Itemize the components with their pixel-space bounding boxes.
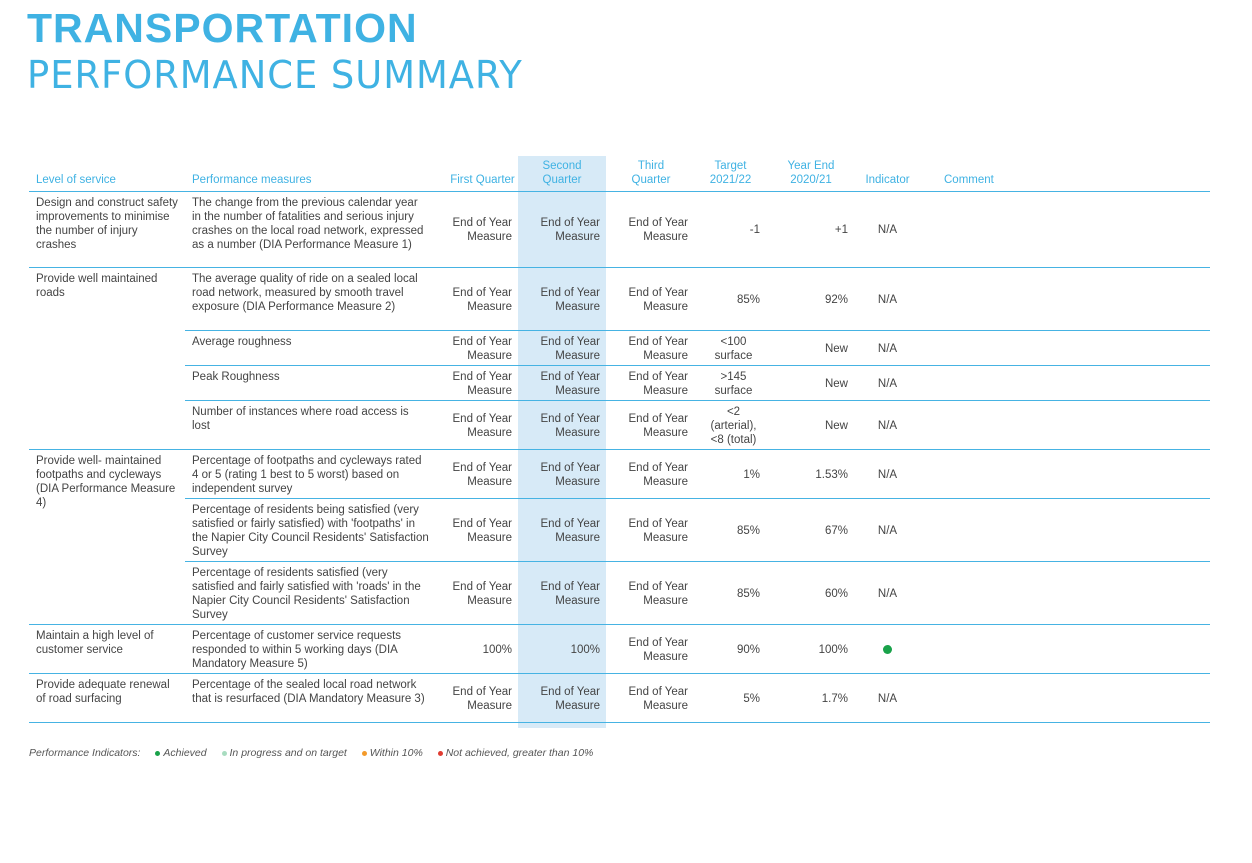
comment-cell [920, 624, 1210, 673]
header-year-end: Year End 2020/21 [767, 156, 855, 191]
header-comment: Comment [920, 156, 1210, 191]
third-quarter-cell: End of Year Measure [606, 498, 694, 561]
target-cell: -1 [694, 191, 767, 267]
table-row [29, 330, 1210, 365]
comment-cell [920, 191, 1210, 267]
indicator-cell: N/A [855, 561, 920, 624]
year-end-cell: New [767, 330, 855, 365]
legend-label: Performance Indicators: [29, 747, 141, 759]
achieved-dot-icon [155, 751, 160, 756]
second-quarter-cell: End of Year Measure [518, 449, 606, 498]
target-cell: >145 surface [694, 365, 767, 400]
legend-not-achieved: Not achieved, greater than 10% [445, 747, 594, 759]
target-cell: 85% [694, 561, 767, 624]
header-performance-measures: Performance measures [185, 156, 433, 191]
table-row [29, 267, 1210, 330]
target-cell: <100 surface [694, 330, 767, 365]
first-quarter-cell: End of Year Measure [433, 561, 518, 624]
table-row [29, 673, 1210, 722]
performance-table [29, 156, 1210, 723]
third-quarter-cell: End of Year Measure [606, 561, 694, 624]
level-of-service-cell: Provide adequate renewal of road surfacing [29, 673, 185, 722]
indicator-cell: N/A [855, 365, 920, 400]
year-end-cell: New [767, 400, 855, 449]
performance-measure-cell: Average roughness [185, 330, 433, 365]
year-end-cell: 92% [767, 267, 855, 330]
third-quarter-cell: End of Year Measure [606, 191, 694, 267]
level-of-service-cell: Maintain a high level of customer service [29, 624, 185, 673]
not-achieved-dot-icon [438, 751, 443, 756]
third-quarter-cell: End of Year Measure [606, 673, 694, 722]
performance-measure-cell: Number of instances where road access is lost [185, 400, 433, 449]
target-cell: 90% [694, 624, 767, 673]
performance-measure-cell: Percentage of residents being satisfied (very satisfied or fairly satisfied) with 'footpaths' in the Napier City Council Residents' Satisfaction Survey [185, 498, 433, 561]
table-row [29, 400, 1210, 449]
header-level-of-service: Level of service [29, 156, 185, 191]
first-quarter-cell: End of Year Measure [433, 449, 518, 498]
indicator-cell: N/A [855, 267, 920, 330]
performance-table-wrap [29, 156, 1210, 723]
indicator-cell: N/A [855, 400, 920, 449]
legend-in-progress: In progress and on target [229, 747, 347, 759]
comment-cell [920, 449, 1210, 498]
performance-measure-cell: Percentage of the sealed local road network that is resurfaced (DIA Mandatory Measure 3) [185, 673, 433, 722]
title-block [27, 5, 538, 97]
second-quarter-cell: 100% [518, 624, 606, 673]
level-of-service-cell: Provide well maintained roads [29, 267, 185, 449]
within-10-dot-icon [362, 751, 367, 756]
second-quarter-cell: End of Year Measure [518, 365, 606, 400]
comment-cell [920, 267, 1210, 330]
performance-measure-cell: Percentage of footpaths and cycleways rated 4 or 5 (rating 1 best to 5 worst) based on independent survey [185, 449, 433, 498]
first-quarter-cell: End of Year Measure [433, 498, 518, 561]
header-indicator: Indicator [855, 156, 920, 191]
indicator-cell: N/A [855, 449, 920, 498]
target-cell: 85% [694, 498, 767, 561]
performance-measure-cell: Peak Roughness [185, 365, 433, 400]
comment-cell [920, 498, 1210, 561]
target-cell: 1% [694, 449, 767, 498]
first-quarter-cell: 100% [433, 624, 518, 673]
third-quarter-cell: End of Year Measure [606, 400, 694, 449]
in-progress-dot-icon [222, 751, 227, 756]
indicator-cell [855, 624, 920, 673]
level-of-service-cell: Provide well- maintained footpaths and cycleways (DIA Performance Measure 4) [29, 449, 185, 624]
header-third-quarter: Third Quarter [606, 156, 694, 191]
performance-measure-cell: The average quality of ride on a sealed local road network, measured by smooth travel exposure (DIA Performance Measure 2) [185, 267, 433, 330]
page-title: TRANSPORTATION [27, 5, 418, 51]
legend-within-10: Within 10% [369, 747, 423, 759]
first-quarter-cell: End of Year Measure [433, 673, 518, 722]
table-row [29, 191, 1210, 267]
year-end-cell: 60% [767, 561, 855, 624]
second-quarter-cell: End of Year Measure [518, 498, 606, 561]
performance-legend [29, 747, 603, 759]
comment-cell [920, 673, 1210, 722]
comment-cell [920, 561, 1210, 624]
year-end-cell: 1.7% [767, 673, 855, 722]
performance-measure-cell: The change from the previous calendar year in the number of fatalities and serious injury crashes on the local road network, expressed as a number (DIA Performance Measure 1) [185, 191, 433, 267]
year-end-cell: 100% [767, 624, 855, 673]
year-end-cell: New [767, 365, 855, 400]
year-end-cell: +1 [767, 191, 855, 267]
indicator-cell: N/A [855, 330, 920, 365]
third-quarter-cell: End of Year Measure [606, 449, 694, 498]
indicator-cell: N/A [855, 191, 920, 267]
second-quarter-cell: End of Year Measure [518, 400, 606, 449]
achieved-indicator-icon [883, 645, 892, 654]
level-of-service-cell: Design and construct safety improvements to minimise the number of injury crashes [29, 191, 185, 267]
first-quarter-cell: End of Year Measure [433, 191, 518, 267]
page-subtitle: PERFORMANCE SUMMARY [27, 53, 523, 97]
legend-achieved: Achieved [163, 747, 207, 759]
indicator-cell: N/A [855, 498, 920, 561]
second-quarter-cell: End of Year Measure [518, 191, 606, 267]
first-quarter-cell: End of Year Measure [433, 330, 518, 365]
comment-cell [920, 330, 1210, 365]
year-end-cell: 67% [767, 498, 855, 561]
first-quarter-cell: End of Year Measure [433, 365, 518, 400]
table-row [29, 624, 1210, 673]
second-quarter-cell: End of Year Measure [518, 561, 606, 624]
second-quarter-cell: End of Year Measure [518, 673, 606, 722]
target-cell: 5% [694, 673, 767, 722]
third-quarter-cell: End of Year Measure [606, 267, 694, 330]
comment-cell [920, 400, 1210, 449]
header-first-quarter: First Quarter [433, 156, 518, 191]
target-cell: 85% [694, 267, 767, 330]
second-quarter-cell: End of Year Measure [518, 330, 606, 365]
indicator-cell: N/A [855, 673, 920, 722]
table-row [29, 561, 1210, 624]
comment-cell [920, 365, 1210, 400]
table-row [29, 449, 1210, 498]
third-quarter-cell: End of Year Measure [606, 365, 694, 400]
table-row [29, 365, 1210, 400]
performance-measure-cell: Percentage of residents satisfied (very satisfied and fairly satisfied with 'roads' in the Napier City Council Residents' Satisfaction Survey [185, 561, 433, 624]
first-quarter-cell: End of Year Measure [433, 400, 518, 449]
year-end-cell: 1.53% [767, 449, 855, 498]
header-second-quarter: Second Quarter [518, 156, 606, 191]
header-target: Target 2021/22 [694, 156, 767, 191]
performance-measure-cell: Percentage of customer service requests responded to within 5 working days (DIA Mandatory Measure 5) [185, 624, 433, 673]
third-quarter-cell: End of Year Measure [606, 330, 694, 365]
first-quarter-cell: End of Year Measure [433, 267, 518, 330]
third-quarter-cell: End of Year Measure [606, 624, 694, 673]
table-row [29, 498, 1210, 561]
second-quarter-cell: End of Year Measure [518, 267, 606, 330]
target-cell: <2 (arterial), <8 (total) [694, 400, 767, 449]
